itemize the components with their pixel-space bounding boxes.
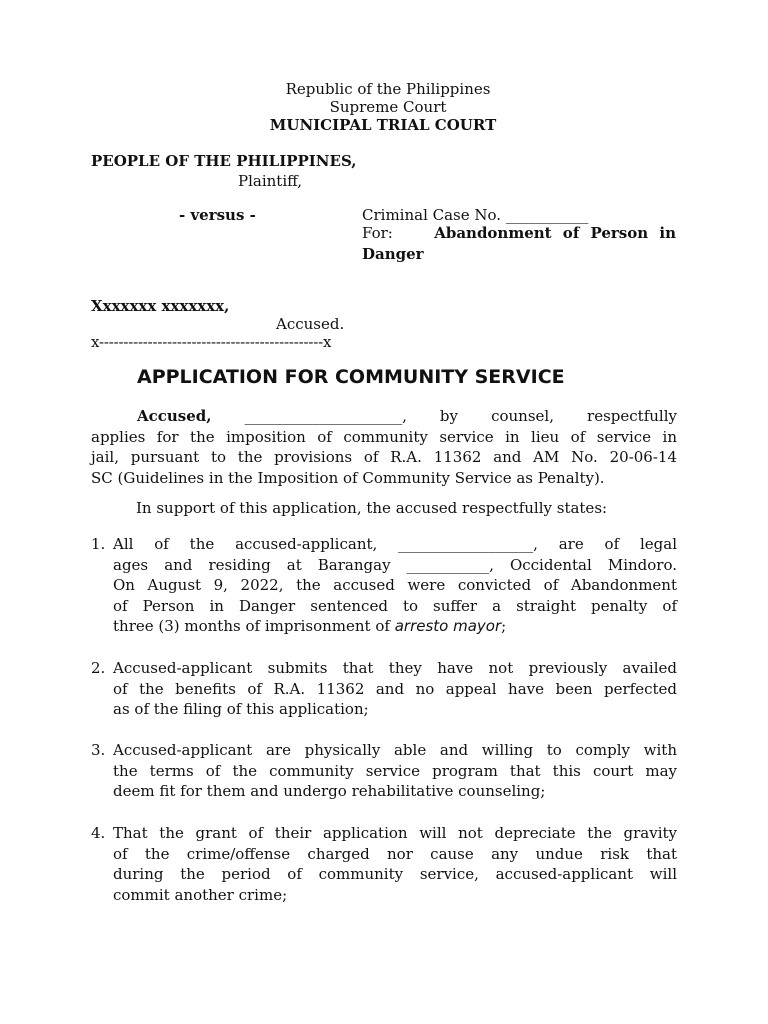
caption-supreme-court: Supreme Court <box>329 98 447 116</box>
item-1-line-3: On August 9, 2022, the accused were convicted of Abandonment <box>113 576 677 594</box>
item-2-line-3: as of the filing of this application; <box>113 700 369 718</box>
item-4-line-3: during the period of community service, accused-applicant will <box>113 865 677 883</box>
intro-line-1: _____________________, by counsel, respectfully <box>244 407 677 425</box>
item-number-1: 1. <box>91 535 106 553</box>
item-3-line-2: the terms of the community service program that this court may <box>113 761 677 780</box>
list-item-2 <box>113 658 677 720</box>
intro-line-3: jail, pursuant to the provisions of R.A. 11362 and AM No. 20-06-14 <box>91 448 677 466</box>
offense-line-1: Abandonment of Person in <box>434 224 676 242</box>
item-1-italic-term: arresto mayor <box>394 617 502 635</box>
support-statement: In support of this application, the accused respectfully states: <box>136 499 608 517</box>
versus-label: - versus - <box>179 206 256 224</box>
item-number-2: 2. <box>91 659 106 677</box>
accused-name: Xxxxxxx xxxxxxx, <box>91 297 230 315</box>
intro-line-4: SC (Guidelines in the Imposition of Community Service as Penalty). <box>91 468 605 487</box>
item-1-line-5-end: ; <box>501 617 507 635</box>
offense-block <box>362 223 676 264</box>
intro-paragraph <box>91 406 677 488</box>
item-number-3: 3. <box>91 741 106 759</box>
intro-accused-word: Accused, <box>137 407 212 425</box>
item-number-4: 4. <box>91 824 106 842</box>
item-3-line-1: Accused-applicant are physically able and willing to comply with <box>113 741 677 759</box>
document-title: APPLICATION FOR COMMUNITY SERVICE <box>137 366 565 388</box>
plaintiff-role: Plaintiff, <box>238 172 303 190</box>
item-1-line-5: three (3) months of imprisonment of <box>113 617 395 635</box>
item-4-line-2: of the crime/offense charged nor cause any undue risk that <box>113 844 677 863</box>
item-2-line-2: of the benefits of R.A. 11362 and no appeal have been perfected <box>113 679 677 698</box>
caption-court-name: MUNICIPAL TRIAL COURT <box>269 116 497 134</box>
for-label: For: <box>362 224 393 242</box>
case-number-label: Criminal Case No. ___________ <box>362 206 589 224</box>
list-item-3 <box>113 740 677 802</box>
list-item-4 <box>113 823 677 905</box>
item-4-line-4: commit another crime; <box>113 885 288 904</box>
caption-republic: Republic of the Philippines <box>285 80 491 98</box>
offense-line-2: Danger <box>362 244 424 263</box>
item-4-line-1: That the grant of their application will not depreciate the gravity <box>113 824 677 842</box>
plaintiff-name: PEOPLE OF THE PHILIPPINES, <box>91 152 357 170</box>
intro-line-2: applies for the imposition of community service in lieu of service in <box>91 427 677 446</box>
item-1-line-4: of Person in Danger sentenced to suffer a straight penalty of <box>113 596 677 615</box>
item-2-line-1: Accused-applicant submits that they have not previously availed <box>113 659 677 677</box>
item-1-line-1: All of the accused-applicant, __________________, are of legal <box>113 535 677 553</box>
item-3-line-3: deem fit for them and undergo rehabilitative counseling; <box>113 782 546 800</box>
caption-separator: x----------------------------------------------x <box>91 333 332 351</box>
item-1-line-2: ages and residing at Barangay ___________, Occidental Mindoro. <box>113 555 677 574</box>
accused-role: Accused. <box>276 315 345 333</box>
list-item-1 <box>113 534 677 637</box>
